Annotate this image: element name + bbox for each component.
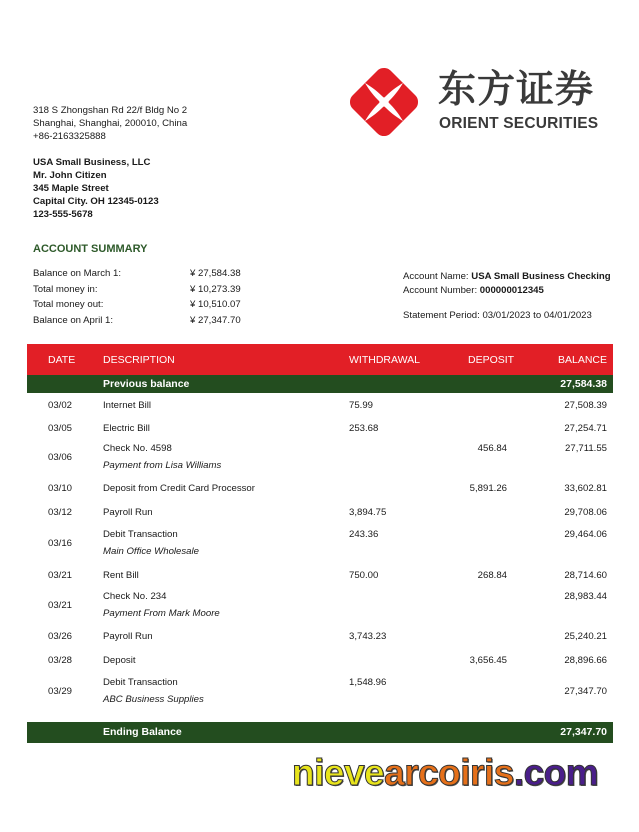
summary-label: Total money in: (33, 283, 98, 295)
header-balance: BALANCE (557, 354, 607, 366)
summary-row (33, 284, 270, 300)
summary-label: Balance on March 1: (33, 268, 121, 279)
summary-row (33, 268, 270, 284)
account-name-value: USA Small Business Checking (471, 271, 611, 282)
ending-balance-value: 27,347.70 (560, 726, 607, 738)
recipient-name: Mr. John Citizen (33, 170, 107, 181)
table-row: 03/02 Internet Bill 75.99 27,508.39 (48, 400, 607, 411)
table-row: 03/05 Electric Bill 253.68 27,254.71 (48, 423, 607, 434)
recipient-address (33, 156, 159, 221)
table-header (27, 344, 613, 375)
table-row: 03/10 Deposit from Credit Card Processor 5,891.26 33,602.81 (48, 483, 607, 494)
sender-address (33, 104, 187, 143)
table-row: 03/16 Debit Transaction Main Office Wholesale 243.36 29,464.06 (48, 529, 607, 557)
statement-period-value: 03/01/2023 to 04/01/2023 (482, 310, 592, 321)
header-date: DATE (48, 354, 76, 366)
statement-period: Statement Period: 03/01/2023 to 04/01/2023 (403, 310, 592, 321)
header-withdrawal: WITHDRAWAL (349, 354, 420, 366)
logo-chinese-name: 东方证券 (438, 67, 595, 111)
watermark: nievearcoiris.com (292, 752, 599, 793)
account-summary-title: ACCOUNT SUMMARY (33, 243, 148, 255)
summary-label: Balance on April 1: (33, 314, 114, 326)
sender-phone: +86-2163325888 (33, 131, 106, 142)
transactions-table (27, 344, 613, 713)
header-description: DESCRIPTION (103, 354, 175, 366)
orient-securities-logo (348, 64, 610, 140)
account-summary (33, 268, 270, 330)
summary-row (33, 315, 270, 331)
summary-value: ¥ 10,273.39 (190, 283, 241, 295)
sender-address-line2: Shanghai, Shanghai, 200010, China (33, 118, 188, 129)
table-row: 03/21 Check No. 234 Payment From Mark Moore 28,983.44 (48, 591, 607, 619)
table-row: 03/28 Deposit 3,656.45 28,896.66 (48, 655, 607, 666)
recipient-company: USA Small Business, LLC (33, 157, 151, 168)
table-row: 03/29 Debit Transaction ABC Business Supplies 1,548.96 27,347.70 (48, 677, 607, 705)
account-info (403, 270, 611, 323)
summary-row (33, 299, 270, 315)
table-row: 03/21 Rent Bill 750.00 268.84 28,714.60 (48, 570, 607, 581)
summary-value: ¥ 27,584.38 (190, 268, 241, 279)
table-row: 03/06 Check No. 4598 Payment from Lisa Williams 456.84 27,711.55 (48, 443, 607, 471)
account-number-value: 000000012345 (479, 285, 544, 296)
previous-balance-label: Previous balance (103, 378, 190, 390)
summary-value: ¥ 27,347.70 (190, 314, 241, 326)
table-row: 03/26 Payroll Run 3,743.23 25,240.21 (48, 631, 607, 642)
account-number: Account Number: 000000012345 (403, 285, 544, 296)
account-name: Account Name: USA Small Business Checking (403, 271, 611, 282)
previous-balance-value: 27,584.38 (560, 378, 607, 390)
header-deposit: DEPOSIT (468, 354, 515, 366)
recipient-street: 345 Maple Street (33, 183, 109, 194)
logo-english-name: ORIENT SECURITIES (439, 115, 599, 132)
ending-balance-row (27, 722, 613, 743)
table-row: 03/12 Payroll Run 3,894.75 29,708.06 (48, 507, 607, 518)
previous-balance-row (27, 375, 613, 393)
logo-mark-icon (348, 66, 420, 138)
summary-value: ¥ 10,510.07 (190, 299, 241, 310)
summary-label: Total money out: (33, 299, 104, 310)
recipient-phone: 123-555-5678 (33, 209, 93, 220)
recipient-city: Capital City. OH 12345-0123 (33, 196, 159, 207)
sender-address-line1: 318 S Zhongshan Rd 22/f Bldg No 2 (33, 105, 188, 116)
ending-balance-label: Ending Balance (103, 726, 182, 738)
